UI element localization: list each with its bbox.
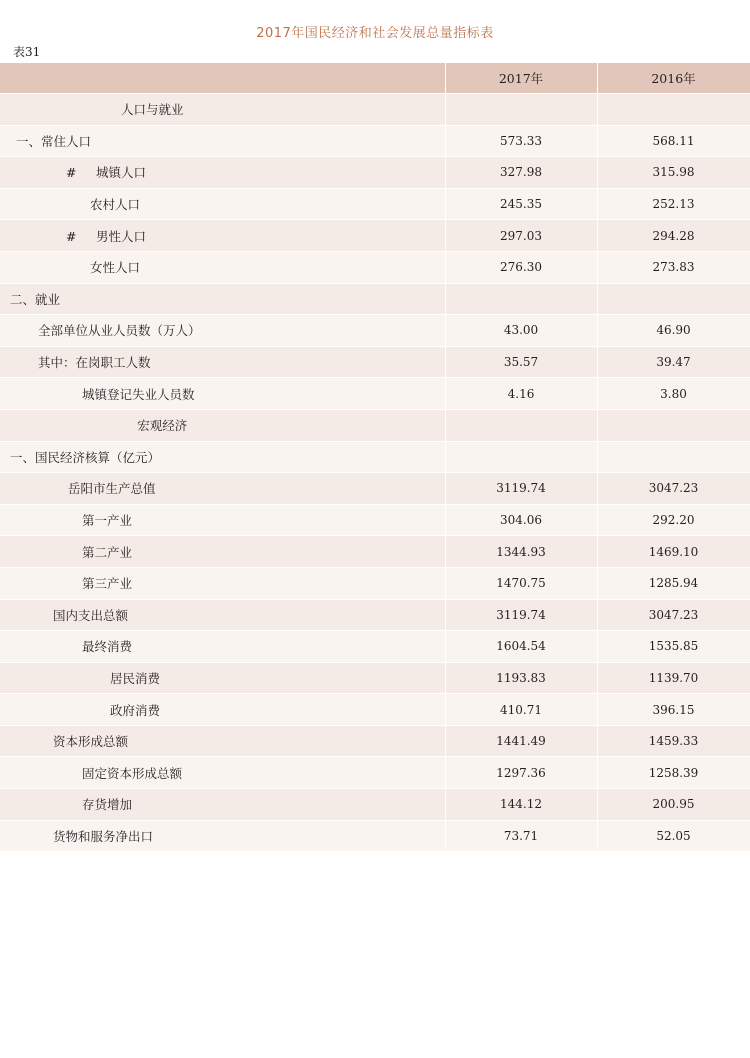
row-label: 国内支出总额 xyxy=(53,607,129,623)
row-label: 居民消费 xyxy=(110,670,161,686)
value-2017: 1193.83 xyxy=(445,662,597,694)
value-2017: 3119.74 xyxy=(445,473,597,505)
table-number: 表31 xyxy=(13,45,41,59)
row-label-cell xyxy=(0,725,445,757)
value-2017: 276.30 xyxy=(445,251,597,283)
value-2017: 297.03 xyxy=(445,220,597,252)
row-label: 一、国民经济核算（亿元） xyxy=(10,449,161,465)
row-label-cell xyxy=(0,599,445,631)
value-2017: 1470.75 xyxy=(445,567,597,599)
row-label-cell xyxy=(0,757,445,789)
value-2017: 304.06 xyxy=(445,504,597,536)
value-2017: 245.35 xyxy=(445,188,597,220)
value-2017: 3119.74 xyxy=(445,599,597,631)
table-row xyxy=(0,125,750,157)
row-label: 货物和服务净出口 xyxy=(53,828,154,844)
table-body xyxy=(0,94,750,852)
table-row xyxy=(0,220,750,252)
table-row xyxy=(0,694,750,726)
value-2016 xyxy=(597,283,750,315)
table-row xyxy=(0,599,750,631)
table-row xyxy=(0,94,750,126)
table-row xyxy=(0,315,750,347)
value-2016: 294.28 xyxy=(597,220,750,252)
value-2016: 292.20 xyxy=(597,504,750,536)
value-2017: 1604.54 xyxy=(445,631,597,663)
table-row xyxy=(0,567,750,599)
value-2017: 4.16 xyxy=(445,378,597,410)
table-row xyxy=(0,283,750,315)
table-row xyxy=(0,441,750,473)
row-label: 城镇登记失业人员数 xyxy=(82,386,195,402)
table-row xyxy=(0,757,750,789)
row-label: 固定资本形成总额 xyxy=(82,765,183,781)
row-label: 第三产业 xyxy=(82,576,133,592)
row-mark: # xyxy=(66,228,77,244)
table-row xyxy=(0,662,750,694)
value-2017 xyxy=(445,441,597,473)
value-2017 xyxy=(445,94,597,126)
value-2017: 1441.49 xyxy=(445,725,597,757)
value-2017: 1297.36 xyxy=(445,757,597,789)
value-2017: 410.71 xyxy=(445,694,597,726)
row-label: 第一产业 xyxy=(82,513,133,529)
value-2016 xyxy=(597,94,750,126)
value-2016: 46.90 xyxy=(597,315,750,347)
row-label-cell xyxy=(0,188,445,220)
value-2016: 1459.33 xyxy=(597,725,750,757)
table-row xyxy=(0,631,750,663)
row-label-cell xyxy=(0,694,445,726)
value-2016 xyxy=(597,441,750,473)
table-row xyxy=(0,378,750,410)
row-label-cell xyxy=(0,125,445,157)
value-2016: 52.05 xyxy=(597,820,750,852)
row-label-cell xyxy=(0,157,445,189)
table-row xyxy=(0,504,750,536)
row-label: 第二产业 xyxy=(82,544,133,560)
table-row xyxy=(0,346,750,378)
value-2017: 327.98 xyxy=(445,157,597,189)
row-label: 城镇人口 xyxy=(96,165,147,181)
table-row xyxy=(0,789,750,821)
row-label-cell xyxy=(0,662,445,694)
value-2016: 568.11 xyxy=(597,125,750,157)
value-2016: 252.13 xyxy=(597,188,750,220)
row-label: 人口与就业 xyxy=(120,102,184,118)
row-label-cell xyxy=(0,251,445,283)
value-2016: 3047.23 xyxy=(597,473,750,505)
value-2017 xyxy=(445,409,597,441)
value-2016: 273.83 xyxy=(597,251,750,283)
row-label: 女性人口 xyxy=(90,260,141,276)
document-title: 2017年国民经济和社会发展总量指标表 xyxy=(256,26,494,41)
header-2016: 2016年 xyxy=(597,63,750,94)
row-label-cell xyxy=(0,789,445,821)
table-row xyxy=(0,536,750,568)
table-row xyxy=(0,409,750,441)
row-label-cell xyxy=(0,378,445,410)
row-label: 二、就业 xyxy=(10,291,61,307)
row-label-cell xyxy=(0,409,445,441)
value-2016: 3047.23 xyxy=(597,599,750,631)
row-label: 宏观经济 xyxy=(137,418,188,434)
row-label-cell xyxy=(0,631,445,663)
row-label: 存货增加 xyxy=(82,797,133,813)
table-row xyxy=(0,157,750,189)
value-2017: 73.71 xyxy=(445,820,597,852)
value-2016: 39.47 xyxy=(597,346,750,378)
value-2016: 3.80 xyxy=(597,378,750,410)
header-label-col xyxy=(0,63,445,94)
value-2016: 1285.94 xyxy=(597,567,750,599)
table-row xyxy=(0,820,750,852)
row-label-cell xyxy=(0,94,445,126)
row-mark: # xyxy=(66,165,77,181)
row-label: 农村人口 xyxy=(90,197,141,213)
row-label-cell xyxy=(0,220,445,252)
value-2017: 573.33 xyxy=(445,125,597,157)
row-label-cell xyxy=(0,283,445,315)
row-label-cell xyxy=(0,473,445,505)
table-row xyxy=(0,251,750,283)
value-2017 xyxy=(445,283,597,315)
header-2017: 2017年 xyxy=(445,63,597,94)
value-2016: 1469.10 xyxy=(597,536,750,568)
table-header-row xyxy=(0,63,750,94)
value-2017: 43.00 xyxy=(445,315,597,347)
row-label: 岳阳市生产总值 xyxy=(68,481,156,497)
row-label-cell xyxy=(0,567,445,599)
value-2016: 315.98 xyxy=(597,157,750,189)
table-row xyxy=(0,473,750,505)
value-2016: 1258.39 xyxy=(597,757,750,789)
value-2016: 396.15 xyxy=(597,694,750,726)
row-label-cell xyxy=(0,315,445,347)
row-label: 其中：在岗职工人数 xyxy=(38,355,151,371)
row-label-cell xyxy=(0,346,445,378)
table-row xyxy=(0,725,750,757)
row-label: 一、常住人口 xyxy=(16,133,92,149)
value-2017: 35.57 xyxy=(445,346,597,378)
row-label-cell xyxy=(0,504,445,536)
table-row xyxy=(0,188,750,220)
row-label-cell xyxy=(0,820,445,852)
value-2017: 144.12 xyxy=(445,789,597,821)
value-2016: 1535.85 xyxy=(597,631,750,663)
indicator-table xyxy=(0,63,750,852)
row-label-cell xyxy=(0,441,445,473)
value-2016: 1139.70 xyxy=(597,662,750,694)
row-label: 政府消费 xyxy=(110,702,161,718)
row-label: 资本形成总额 xyxy=(53,734,129,750)
row-label-cell xyxy=(0,536,445,568)
row-label: 最终消费 xyxy=(82,639,133,655)
row-label: 男性人口 xyxy=(96,228,147,244)
value-2016 xyxy=(597,409,750,441)
value-2016: 200.95 xyxy=(597,789,750,821)
row-label: 全部单位从业人员数（万人） xyxy=(38,323,201,339)
value-2017: 1344.93 xyxy=(445,536,597,568)
